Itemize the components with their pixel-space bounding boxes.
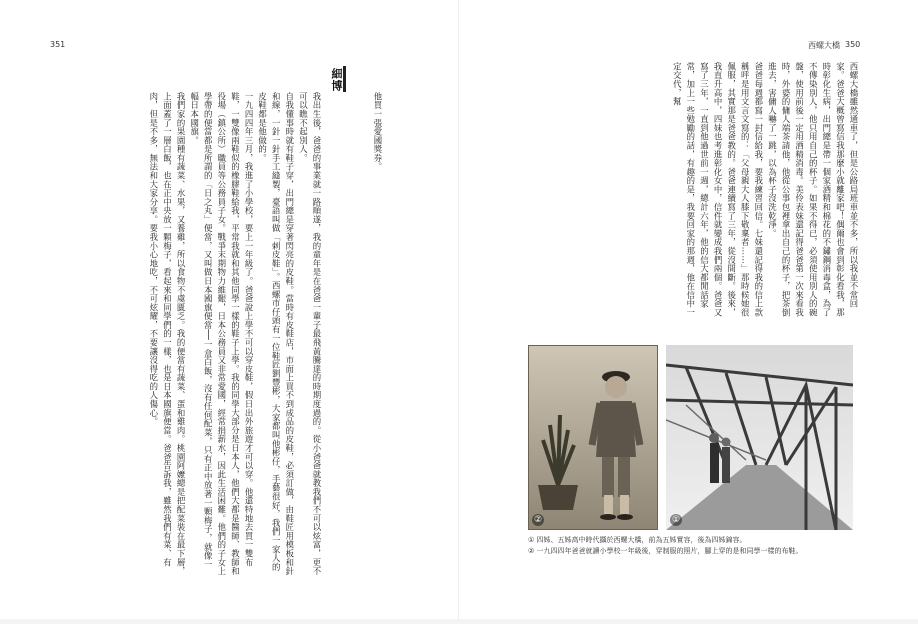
poem-line: 他買一張愛國獎券。	[373, 92, 383, 172]
caption-2: ② 一九四四年爸爸就讀小學校一年級後，穿制服的照片，腳上穿的是和同學一樣的布鞋。	[528, 547, 803, 555]
photo-boy	[528, 345, 658, 530]
left-paragraph-4: 我們家的果園種有蔬菜、水果，又養雞，所以食物不虞匱乏。我的便當有蔬菜、蛋和雞肉。桃園阿嬤總是把配菜裝在最下層，上面蓋了一層白飯，也在正中央放一顆梅子，看起來和同學們的一樣，也是日本國旗便當。爸爸告訴我，雖然我們有菜、有肉，但是不多，無法和大家分享。要我小心地吃，不可炫耀，不要讓沒得吃的人傷心。	[148, 92, 187, 576]
running-title: 西螺大橋	[808, 41, 840, 50]
left-page-number: 351	[50, 40, 66, 49]
right-body-text	[528, 62, 860, 324]
right-paragraph-2: 爸爸每週都寫一封信給我，要我練習回信。七妹還記得我的信上款稱呼是用文言文寫的：「父母親大人膝下敬稟者……」那時候她很佩服，其實那是爸爸教的。爸爸連續寫了三年，從沒間斷。後來，我直升高中，四妹也考進彰化女中，信件就變成我們兩個。爸爸又寫了三年，一直到他過世前一週，總計六年，他的信大都閒話家常，加上一些勉勵的話，有趣的是，我要回家的那週，他在信中一定交代，幫	[672, 62, 764, 317]
photo-number-2: ②	[533, 515, 543, 525]
photo-captions	[528, 535, 858, 557]
right-paragraph-1: 西螺大橋雖然通車了，但是公路局班車並不多，所以我並不常回家。爸爸大概曾寫信我那麼小就離家吧！偶爾也會到彰化看我，那時彰化生病，出門總是帶一個家酒精和棉花的不鏽鋼消毒盒，為了不傳染別人，他只用自己的杯子。如果不得已，必須使用別人的碗盤，使用前後一定用酒精消毒。美伶表妹還記得爸爸第一次來看我時，外婆的傭人端茶請他，他從公事包裡拿出自己的杯子，把茶倒進去，害傭人嚇了一跳，以為杯子沒洗乾淨。	[767, 62, 859, 317]
left-body-text	[68, 92, 323, 577]
photo-bridge-image	[666, 345, 853, 530]
caption-1: ① 四姊、五姊高中時代攝於西螺大橋，前為五姊實容，後為四姊錦容。	[528, 536, 747, 544]
left-paragraph-2: 自我懂事時就有鞋子穿，出門總是穿著閃亮的皮鞋。當時有皮鞋店，市面上買不到成品的皮鞋，必須訂做，由鞋匠用模板和針和線，一針一針手工縫製，臺語叫做「剌皮鞋」。西螺市仔頭有一位鞋匠劉豐彬，大家都叫他彬仔，手藝很好，我們一家人的皮鞋都是他做的。	[257, 92, 295, 576]
gutter-divider	[458, 0, 459, 624]
left-paragraph-3: 一九四四年三月，我進了小學校，要上一年級了。爸爸說上學不可以穿皮鞋，假日出外旅遊才可以穿。他還特地去買一雙布鞋，一雙像兩鞋似的橡膠鞋給我，平常我就和其他同學一樣的鞋子上學。我的同學大部分是日本人，他們大都是醫師、教師和役場（鎮公所）職員等公務員子女。戰爭末期物力維艱，日本公務員又非常愛國，經常捐薪水，因此生活困難。他們的子女上學帶的便當都是所謂的「日之丸」便當，又叫做日本國旗便當──一盒白飯，沒有任何配菜，只有正中放著一顆梅子，就像一幅日本國旗。	[189, 92, 255, 576]
left-paragraph-1: 我出生後，爸爸的事業就一路順遂，我的童年是在爸爸一輩子最飛黃騰達的時期度過的。從小爸爸就教我們不可以炫富，更不可以瞧不起別人。	[298, 92, 322, 576]
right-page-number: 350	[845, 40, 861, 49]
photo-boy-image	[528, 345, 658, 530]
section-heading: 細博	[330, 68, 343, 92]
page-bottom-edge	[0, 619, 918, 624]
photo-bridge	[666, 345, 853, 530]
photo-number-1: ①	[671, 515, 681, 525]
